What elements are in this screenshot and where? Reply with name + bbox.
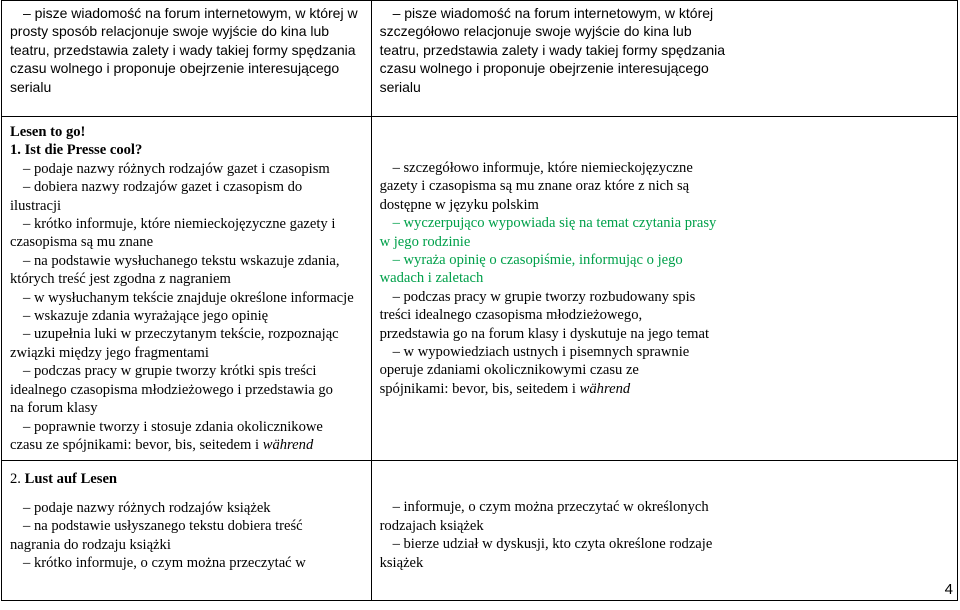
list-item: na forum klasy — [10, 400, 98, 417]
list-item: – podaje nazwy różnych rodzajów gazet i czasopism — [23, 160, 330, 177]
text-line: prosty sposób relacjonuje swoje wyjście do kina lub — [10, 23, 330, 40]
list-item: w jego rodzinie — [379, 233, 471, 250]
section-number: 2. — [10, 471, 21, 488]
cell-row2-left — [2, 117, 372, 461]
list-item: – w wypowiedziach ustnych i pisemnych sprawnie — [392, 344, 690, 361]
text-line: – pisze wiadomość na forum internetowym, w której — [392, 5, 714, 21]
table-row — [2, 117, 958, 461]
list-item: – dobiera nazwy rodzajów gazet i czasopism do — [23, 179, 303, 196]
list-item: czasopisma są mu znane — [10, 234, 154, 251]
list-item: – podaje nazwy różnych rodzajów książek — [23, 499, 271, 516]
text-line: – pisze wiadomość na forum internetowym, w której w — [23, 5, 358, 21]
cell-row2-right — [371, 117, 957, 461]
table-row — [2, 461, 958, 601]
list-item: idealnego czasopisma młodzieżowego i przedstawia go — [10, 381, 333, 398]
list-item: – na podstawie wysłuchanego tekstu wskazuje zdania, — [23, 252, 340, 269]
list-item: związki między jego fragmentami — [10, 344, 209, 361]
italic-word: während — [579, 380, 631, 397]
section-title: 1. Ist die Presse cool? — [10, 142, 143, 159]
list-item: – na podstawie usłyszanego tekstu dobiera treść — [23, 518, 303, 535]
row2-left-list — [10, 160, 363, 455]
section-heading: Lesen to go! — [10, 124, 86, 140]
italic-word: während — [262, 436, 314, 453]
list-item: rodzajach książek — [379, 517, 484, 534]
list-item: – wyczerpująco wypowiada się na temat czytania prasy — [392, 215, 717, 232]
row2-right-list — [380, 159, 949, 398]
text-line: szczegółowo relacjonuje swoje wyjście do kina lub — [379, 23, 692, 40]
page-number: 4 — [944, 581, 953, 598]
curriculum-table — [1, 0, 958, 601]
text-line: teatru, przedstawia zalety i wady takiej formy spędzania — [379, 41, 726, 58]
text-line: serialu — [379, 78, 421, 95]
list-item: – szczegółowo informuje, które niemieckojęzyczne — [392, 160, 693, 176]
table-row — [2, 1, 958, 117]
list-item: książek — [379, 554, 424, 571]
list-item: – informuje, o czym można przeczytać w określonych — [392, 499, 709, 516]
row3-left-list — [10, 499, 363, 573]
list-item: – podczas pracy w grupie tworzy rozbudowany spis — [392, 288, 696, 305]
text-line: serialu — [10, 78, 52, 95]
list-item: – poprawnie tworzy i stosuje zdania okolicznikowe — [23, 418, 323, 435]
list-item: – podczas pracy w grupie tworzy krótki spis treści — [23, 363, 317, 380]
section-title — [10, 470, 363, 488]
text-line: czasu wolnego i proponuje obejrzenie interesującego — [379, 60, 709, 77]
list-item: wadach i zaletach — [379, 270, 484, 287]
list-item: – wskazuje zdania wyrażające jego opinię — [23, 308, 269, 325]
list-item: przedstawia go na forum klasy i dyskutuje na jego temat — [379, 325, 710, 342]
list-item: – krótko informuje, o czym można przeczytać w — [23, 554, 306, 571]
list-item: – wyraża opinię o czasopiśmie, informując o jego — [392, 252, 683, 269]
row1-left-text — [10, 4, 363, 96]
list-item: gazety i czasopisma są mu znane oraz które z nich są — [379, 178, 690, 195]
list-item: czasu ze spójnikami: bevor, bis, seitedem i während — [10, 436, 314, 453]
list-item: spójnikami: bevor, bis, seitedem i während — [379, 380, 631, 397]
cell-row3-right — [371, 461, 957, 601]
text-line: czasu wolnego i proponuje obejrzenie interesującego — [10, 60, 340, 77]
list-item: dostępne w języku polskim — [379, 196, 539, 213]
list-item: których treść jest zgodna z nagraniem — [10, 271, 231, 288]
list-item: ilustracji — [10, 197, 62, 214]
row1-right-text — [380, 4, 949, 96]
text-line: teatru, przedstawia zalety i wady takiej formy spędzania — [10, 41, 356, 58]
section-name: Lust auf Lesen — [24, 471, 118, 488]
cell-row1-right — [371, 1, 957, 117]
list-item: – krótko informuje, które niemieckojęzyczne gazety i — [23, 216, 336, 233]
list-item: treści idealnego czasopisma młodzieżowego, — [379, 307, 643, 324]
list-item: operuje zdaniami okolicznikowymi czasu ze — [379, 362, 639, 379]
list-item: – w wysłuchanym tekście znajduje określone informacje — [23, 289, 354, 306]
list-item: – uzupełnia luki w przeczytanym tekście, rozpoznając — [23, 326, 339, 343]
list-item: – bierze udział w dyskusji, kto czyta określone rodzaje — [392, 536, 713, 553]
list-item: nagrania do rodzaju książki — [10, 536, 171, 553]
row3-right-list — [380, 498, 949, 572]
cell-row1-left — [2, 1, 372, 117]
cell-row3-left — [2, 461, 372, 601]
